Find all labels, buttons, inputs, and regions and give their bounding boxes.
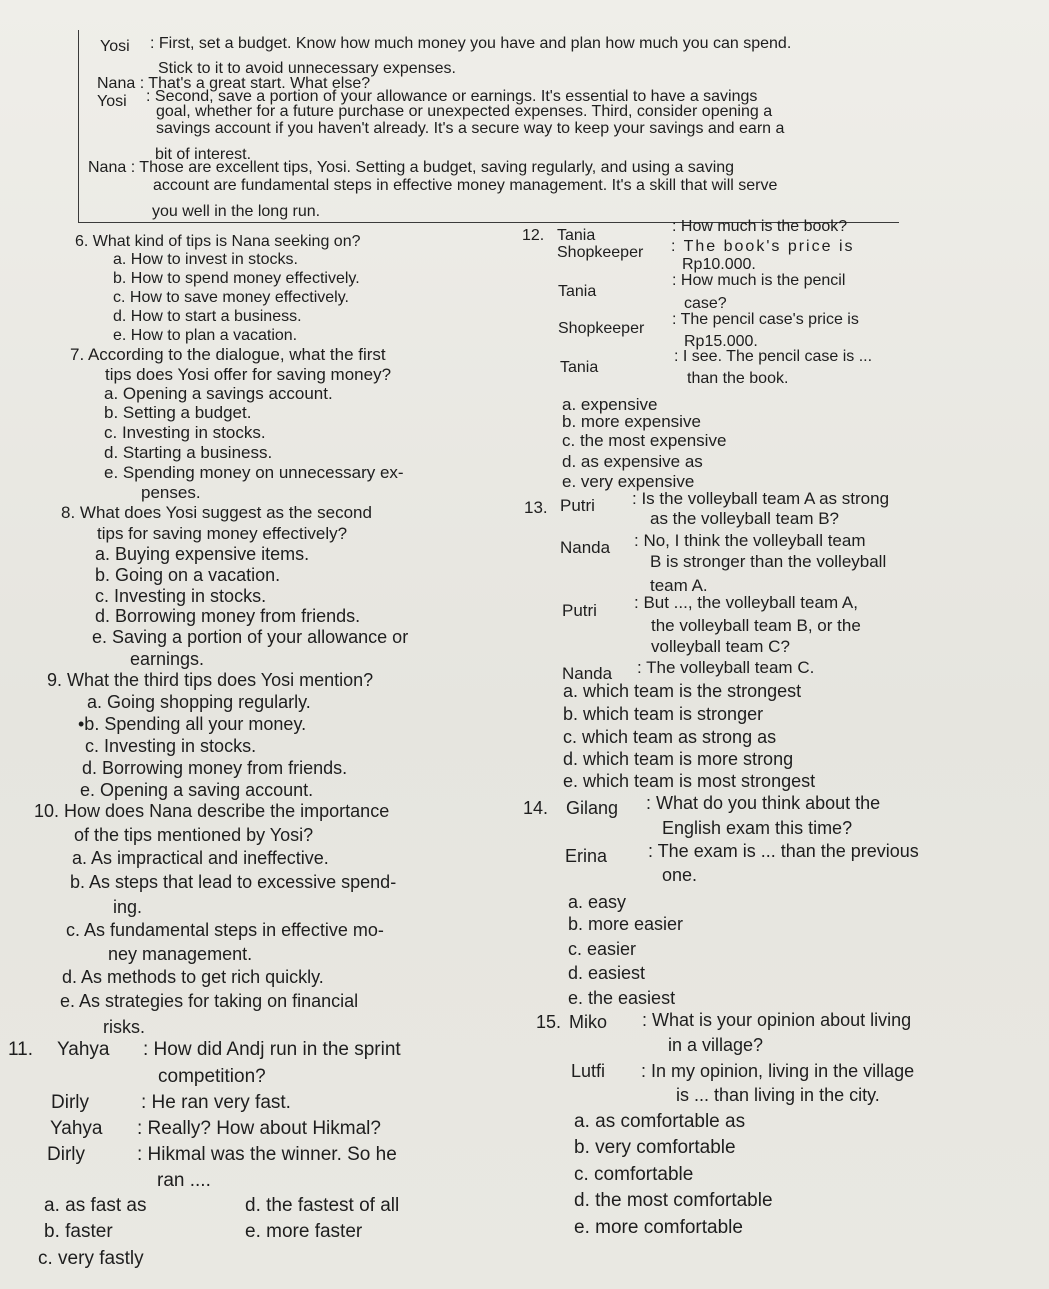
- dialogue-speaker: Dirly: [51, 1092, 89, 1113]
- question-number: 12.: [522, 227, 545, 244]
- dialogue-text: Stick to it to avoid unnecessary expenses.: [158, 60, 456, 77]
- question-number: 14.: [523, 798, 549, 818]
- question-stem: 6. What kind of tips is Nana seeking on?: [75, 233, 361, 250]
- answer-option: b. Setting a budget.: [104, 403, 252, 422]
- dialogue-text: account are fundamental steps in effective money management. It's a skill that will serve: [153, 177, 778, 194]
- dialogue-speaker: Putri: [562, 601, 597, 620]
- answer-option: d. As methods to get rich quickly.: [62, 967, 324, 987]
- dialogue-text: : He ran very fast.: [141, 1092, 291, 1113]
- dialogue-text: Nana : Those are excellent tips, Yosi. Setting a budget, saving regularly, and using a saving: [88, 159, 735, 176]
- dialogue-text: competition?: [158, 1066, 266, 1087]
- dialogue-text: : The exam is ... than the previous: [648, 841, 919, 861]
- dialogue-text: : No, I think the volleyball team: [634, 531, 866, 550]
- dialogue-text: : First, set a budget. Know how much money you have and plan how much you can spend.: [150, 35, 792, 52]
- dialogue-text: : I see. The pencil case is ...: [674, 348, 873, 365]
- dialogue-speaker: Tania: [557, 227, 596, 244]
- dialogue-speaker: Tania: [560, 359, 599, 376]
- dialogue-text: savings account if you haven't already. It's a secure way to keep your savings and earn a: [156, 120, 785, 137]
- dialogue-text: as the volleyball team B?: [650, 509, 839, 528]
- dialogue-text: : The volleyball team C.: [637, 658, 815, 677]
- dialogue-speaker: Tania: [558, 283, 597, 300]
- dialogue-text: the volleyball team B, or the: [651, 616, 861, 635]
- dialogue-text: Nana : That's a great start. What else?: [97, 75, 371, 92]
- answer-option: c. comfortable: [574, 1164, 694, 1185]
- answer-option: ing.: [113, 897, 143, 917]
- dialogue-speaker: Yahya: [57, 1039, 110, 1060]
- dialogue-text: goal, whether for a future purchase or unexpected expenses. Third, consider opening a: [156, 103, 773, 120]
- dialogue-text: in a village?: [668, 1035, 764, 1055]
- question-number: 13.: [524, 498, 548, 517]
- answer-option: a. As impractical and ineffective.: [72, 848, 329, 868]
- answer-option: b. more expensive: [562, 412, 701, 431]
- dialogue-text: B is stronger than the volleyball: [650, 552, 887, 571]
- dialogue-text: Rp15.000.: [684, 333, 758, 350]
- answer-option: c. very fastly: [38, 1248, 144, 1269]
- question-stem: 9. What the third tips does Yosi mention?: [47, 670, 374, 690]
- dialogue-text: : How much is the book?: [672, 218, 848, 235]
- dialogue-speaker: Lutfi: [571, 1061, 606, 1081]
- answer-option: earnings.: [130, 649, 205, 669]
- question-stem: 7. According to the dialogue, what the first: [70, 345, 386, 364]
- dialogue-text: case?: [684, 295, 727, 312]
- question-stem: 8. What does Yosi suggest as the second: [61, 503, 372, 522]
- answer-option: risks.: [103, 1017, 145, 1037]
- answer-option: b. Going on a vacation.: [95, 565, 281, 585]
- answer-option: penses.: [141, 483, 201, 502]
- dialogue-text: : Really? How about Hikmal?: [137, 1118, 381, 1139]
- dialogue-text: team A.: [650, 576, 708, 595]
- dialogue-speaker: Yahya: [50, 1118, 103, 1139]
- answer-option: b. faster: [44, 1221, 113, 1242]
- answer-option: a. expensive: [562, 395, 658, 414]
- answer-option: e. As strategies for taking on financial: [60, 991, 359, 1011]
- answer-option: a. as fast as: [44, 1195, 147, 1216]
- dialogue-text: : How did Andj run in the sprint: [143, 1039, 401, 1060]
- question-stem: tips for saving money effectively?: [97, 524, 348, 543]
- answer-option: d. Starting a business.: [104, 443, 273, 462]
- answer-option: b. more easier: [568, 914, 684, 934]
- answer-option: e. more comfortable: [574, 1217, 743, 1238]
- answer-option: b. very comfortable: [574, 1137, 736, 1158]
- answer-option: d. How to start a business.: [113, 308, 302, 325]
- dialogue-speaker: Putri: [560, 496, 595, 515]
- answer-option: c. easier: [568, 939, 637, 959]
- answer-option: d. Borrowing money from friends.: [82, 758, 348, 778]
- question-stem: 10. How does Nana describe the importance: [34, 801, 390, 821]
- answer-option: c. the most expensive: [562, 431, 727, 450]
- answer-option: e. very expensive: [562, 472, 695, 491]
- dialogue-speaker: Nanda: [562, 664, 613, 683]
- answer-option: e. more faster: [245, 1221, 363, 1242]
- answer-option: d. as expensive as: [562, 452, 703, 471]
- answer-option: c. Investing in stocks.: [85, 736, 257, 756]
- dialogue-text: one.: [662, 865, 698, 885]
- dialogue-text: ran ....: [157, 1170, 211, 1191]
- dialogue-text: volleyball team C?: [651, 637, 790, 656]
- answer-option: b. How to spend money effectively.: [113, 270, 360, 287]
- dialogue-text: : But ..., the volleyball team A,: [634, 593, 858, 612]
- dialogue-text: : What do you think about the: [646, 793, 881, 813]
- answer-option: •b. Spending all your money.: [78, 714, 307, 734]
- dialogue-text: : What is your opinion about living: [642, 1010, 912, 1030]
- answer-option: a. How to invest in stocks.: [113, 251, 298, 268]
- answer-option: a. Going shopping regularly.: [87, 692, 311, 712]
- dialogue-text: : Is the volleyball team A as strong: [632, 489, 890, 508]
- dialogue-text: : Second, save a portion of your allowance or earnings. It's essential to have a savings: [146, 88, 758, 105]
- answer-option: c. which team as strong as: [563, 727, 777, 747]
- dialogue-speaker: Gilang: [566, 798, 619, 818]
- answer-option: e. Opening a saving account.: [80, 780, 314, 800]
- question-stem: tips does Yosi offer for saving money?: [105, 365, 392, 384]
- dialogue-speaker: Yosi: [97, 93, 127, 110]
- dialogue-text: : Hikmal was the winner. So he: [137, 1144, 397, 1165]
- answer-option: b. which team is stronger: [563, 704, 764, 724]
- answer-option: d. which team is more strong: [563, 749, 794, 769]
- dialogue-text: : The pencil case's price is: [672, 311, 859, 328]
- dialogue-speaker: Nanda: [560, 538, 611, 557]
- dialogue-speaker: Dirly: [47, 1144, 85, 1165]
- dialogue-speaker: Shopkeeper: [558, 320, 645, 337]
- answer-option: a. Buying expensive items.: [95, 544, 310, 564]
- answer-option: e. Spending money on unnecessary ex-: [104, 463, 404, 482]
- dialogue-text: you well in the long run.: [152, 203, 321, 220]
- answer-option: e. Saving a portion of your allowance or: [92, 627, 409, 647]
- answer-option: d. the most comfortable: [574, 1190, 773, 1211]
- answer-option: a. Opening a savings account.: [104, 384, 333, 403]
- answer-option: d. easiest: [568, 963, 646, 983]
- dialogue-text: is ... than living in the city.: [676, 1085, 880, 1105]
- question-stem: of the tips mentioned by Yosi?: [74, 825, 314, 845]
- answer-option: e. which team is most strongest: [563, 771, 816, 791]
- answer-option: c. Investing in stocks.: [104, 423, 266, 442]
- dialogue-text: English exam this time?: [662, 818, 853, 838]
- answer-option: e. the easiest: [568, 988, 676, 1008]
- answer-option: d. Borrowing money from friends.: [95, 606, 361, 626]
- answer-option: b. As steps that lead to excessive spend-: [70, 872, 397, 892]
- dialogue-text: Rp10.000.: [682, 256, 756, 273]
- dialogue-text: bit of interest.: [155, 146, 252, 163]
- answer-option: a. easy: [568, 892, 627, 912]
- answer-option: a. which team is the strongest: [563, 681, 802, 701]
- question-number: 15.: [536, 1012, 562, 1032]
- answer-option: c. How to save money effectively.: [113, 289, 349, 306]
- answer-option: e. How to plan a vacation.: [113, 327, 298, 344]
- question-number: 11.: [8, 1039, 34, 1060]
- dialogue-speaker: Miko: [569, 1012, 608, 1032]
- answer-option: c. As fundamental steps in effective mo-: [66, 920, 384, 940]
- dialogue-text: : In my opinion, living in the village: [641, 1061, 915, 1081]
- answer-option: a. as comfortable as: [574, 1111, 746, 1132]
- dialogue-text: : The book's price is: [671, 238, 855, 255]
- answer-option: ney management.: [108, 944, 253, 964]
- answer-option: d. the fastest of all: [245, 1195, 400, 1216]
- dialogue-speaker: Yosi: [100, 38, 130, 55]
- dialogue-text: than the book.: [687, 370, 789, 387]
- dialogue-speaker: Shopkeeper: [557, 244, 644, 261]
- dialogue-speaker: Erina: [565, 846, 608, 866]
- dialogue-text: : How much is the pencil: [672, 272, 846, 289]
- answer-option: c. Investing in stocks.: [95, 586, 267, 606]
